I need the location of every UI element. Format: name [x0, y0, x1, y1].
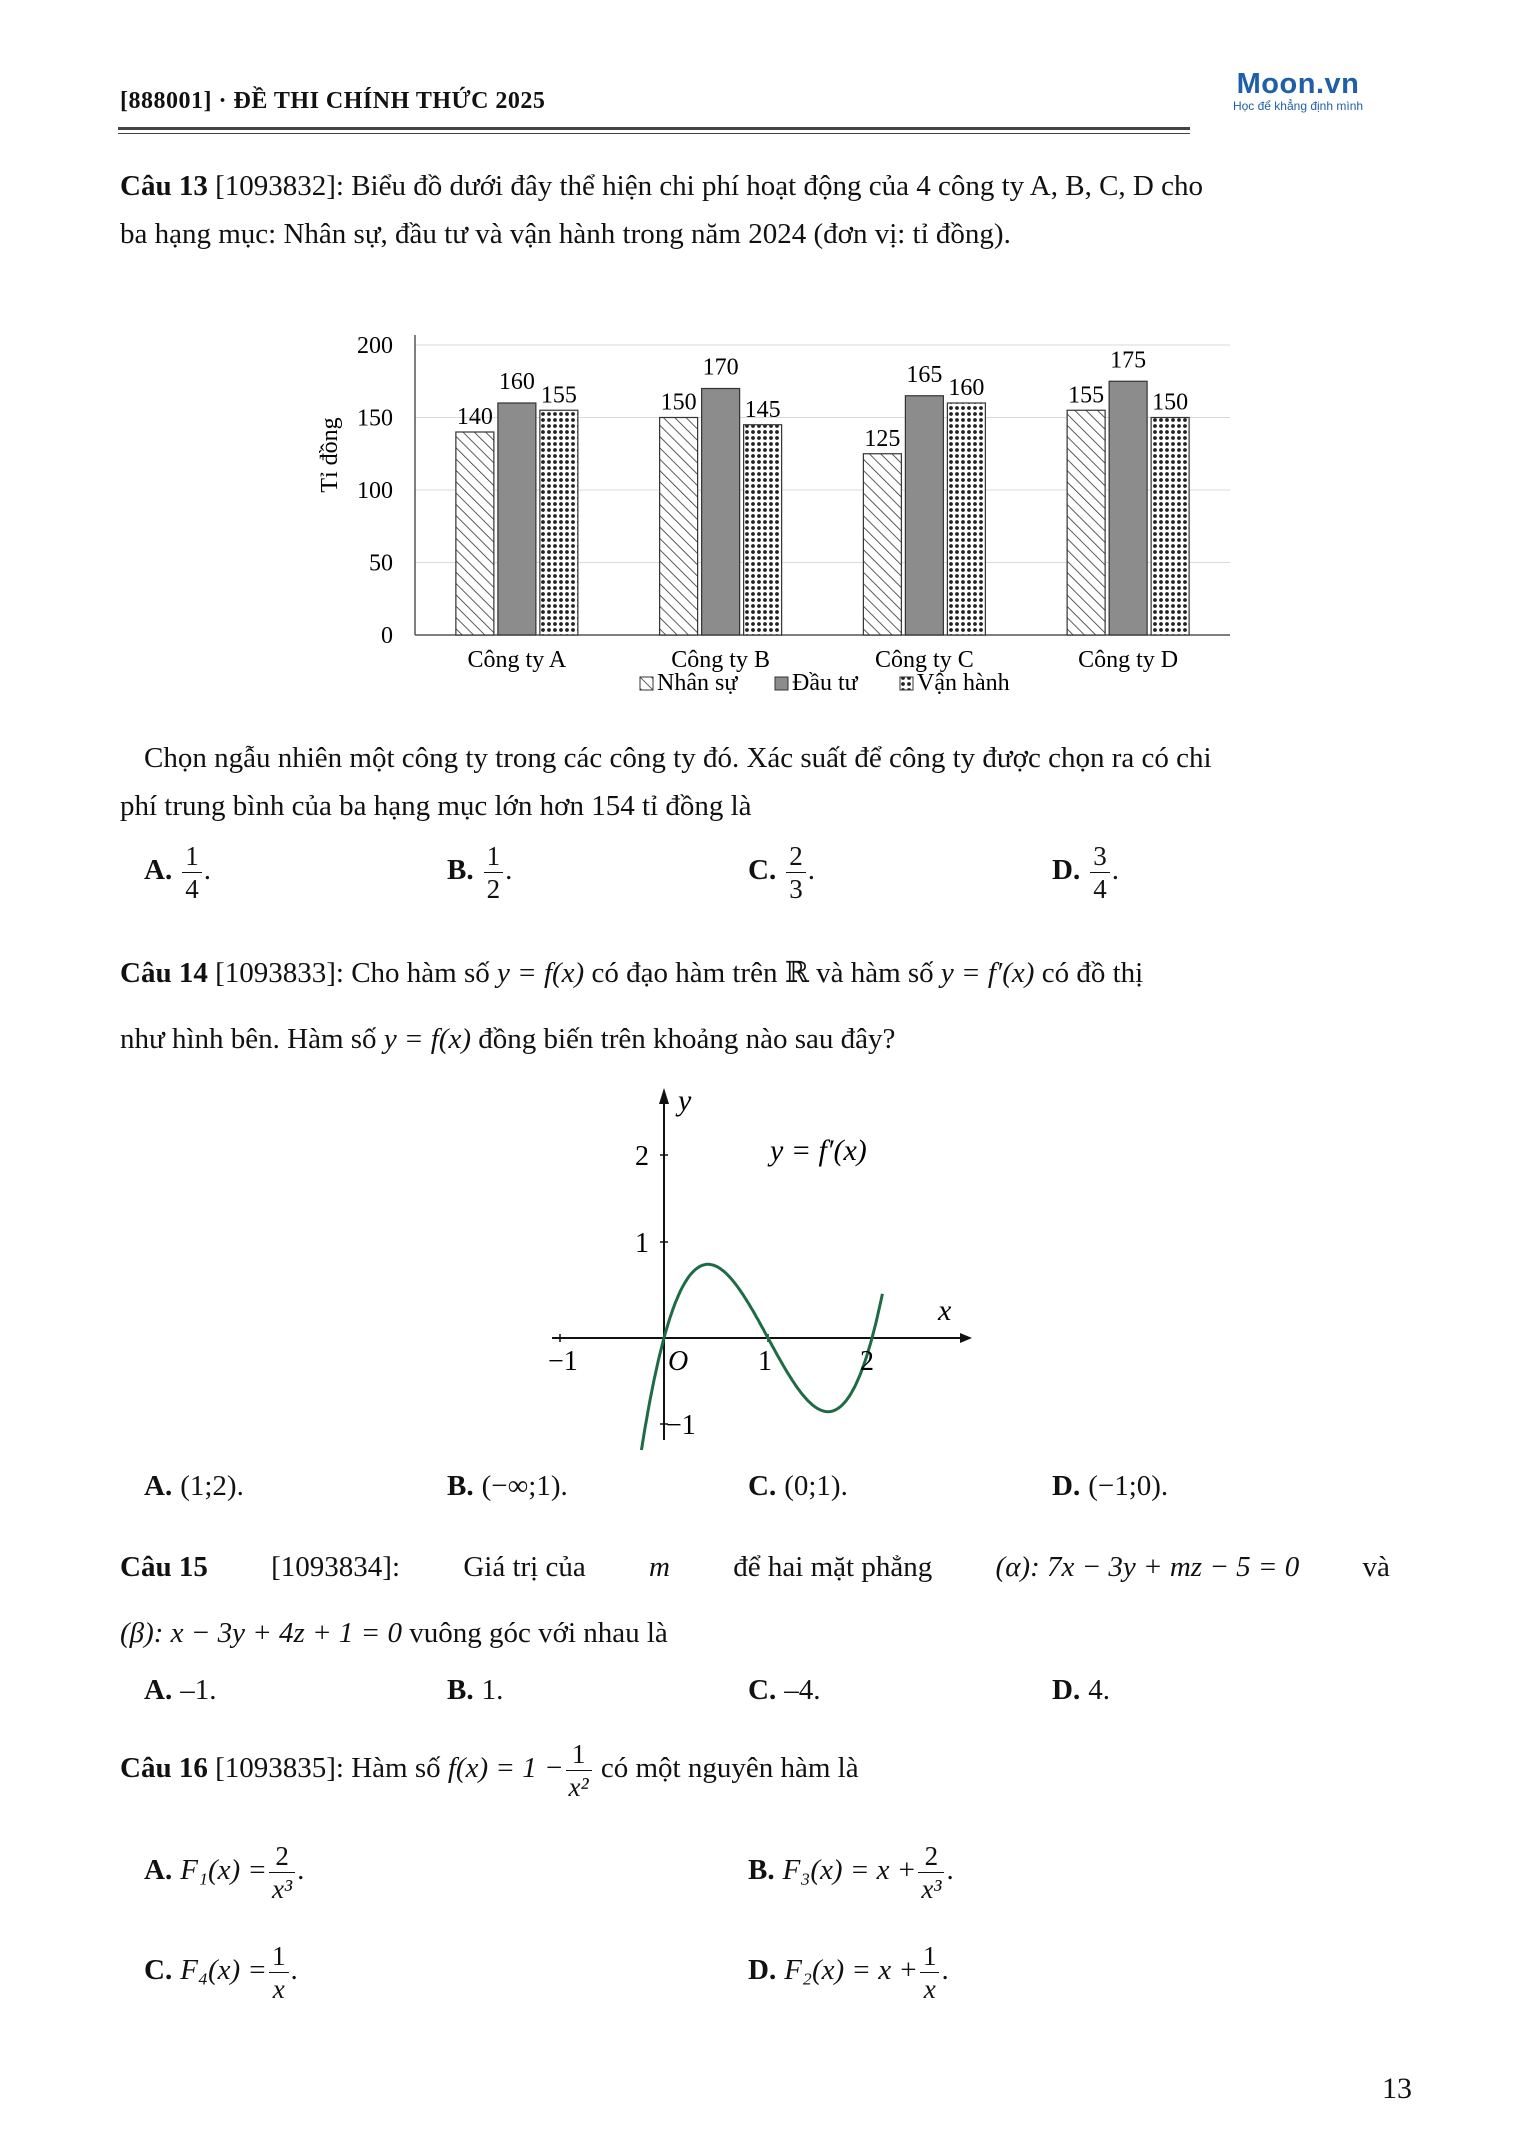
q14-option-d[interactable]	[1052, 1470, 1168, 1503]
option-letter: B.	[447, 854, 474, 887]
option-end: .	[290, 1954, 298, 1987]
bar-value-label: 140	[456, 404, 493, 430]
y-tick-label: 0	[381, 623, 393, 649]
legend-label: Nhân sự	[657, 670, 738, 696]
y-axis-title: Tỉ đồng	[317, 417, 343, 493]
category-label: Công ty B	[671, 647, 770, 673]
q13-label: Câu 13	[120, 170, 208, 202]
q15-plane-alpha: (α): 7x − 3y + mz − 5 = 0	[995, 1551, 1300, 1583]
bar-dots	[1151, 418, 1189, 636]
x-tick-label: 2	[860, 1346, 874, 1377]
bar-gray	[498, 403, 536, 635]
x-tick-label: 1	[758, 1346, 772, 1377]
option-letter: C.	[144, 1954, 173, 1987]
bar-value-label: 160	[948, 375, 985, 401]
q16-option-c[interactable]	[144, 1940, 298, 2005]
q14-text: đồng biến trên khoảng nào sau đây?	[478, 1023, 896, 1055]
y-tick-label: −1	[666, 1410, 696, 1441]
q14-math: y = f(x)	[383, 1023, 471, 1055]
page-number: 13	[1382, 2072, 1412, 2105]
y-tick-label: 50	[369, 550, 393, 577]
y-tick-label: 1	[635, 1228, 649, 1259]
frac-den: 4	[185, 874, 199, 904]
frac-den: x³	[921, 1874, 942, 1904]
option-text: –1.	[180, 1674, 217, 1706]
option-letter: B.	[447, 1674, 474, 1706]
bar-value-label: 145	[744, 396, 781, 423]
q16-option-b[interactable]	[748, 1840, 954, 1905]
option-end: .	[1111, 854, 1119, 887]
option-end: .	[807, 854, 815, 887]
x-axis-label: x	[938, 1294, 952, 1327]
option-letter: D.	[1052, 854, 1081, 887]
option-text: 1.	[481, 1674, 504, 1706]
bar-value-label: 160	[498, 369, 535, 395]
option-letter: B.	[748, 1854, 775, 1887]
q16-text: có một nguyên hàm là	[600, 1752, 859, 1785]
bar-gray	[1109, 381, 1147, 635]
option-letter: C.	[748, 1470, 777, 1502]
q14-option-b[interactable]	[447, 1470, 568, 1503]
option-letter: A.	[144, 1854, 173, 1887]
frac-num: 1	[182, 840, 202, 873]
q15-text: và	[1362, 1551, 1390, 1583]
option-text: (−1;0).	[1088, 1470, 1169, 1502]
legend-swatch	[900, 677, 913, 690]
y-tick-label: 100	[357, 478, 393, 504]
option-letter: C.	[748, 854, 777, 887]
q13-option-d[interactable]	[1052, 840, 1119, 905]
derivative-curve	[617, 1264, 882, 1450]
derivative-graph	[530, 1080, 990, 1450]
q16-label: Câu 16	[120, 1752, 208, 1785]
option-letter: B.	[447, 1470, 474, 1502]
q13-id: [1093832]:	[215, 170, 344, 202]
q16-text: Hàm số	[351, 1752, 441, 1785]
option-letter: D.	[748, 1954, 777, 1987]
category-label: Công ty C	[875, 647, 974, 673]
bar-value-label: 165	[906, 361, 943, 388]
legend-swatch	[640, 677, 653, 690]
header-rule	[118, 127, 1190, 130]
q14-text: và hàm số	[816, 957, 934, 989]
bar-value-label: 155	[1068, 382, 1105, 409]
origin-label: O	[668, 1346, 689, 1377]
option-end: .	[946, 1854, 954, 1887]
bar-value-label: 150	[1152, 389, 1189, 416]
option-letter: A.	[144, 854, 173, 887]
option-end: .	[505, 854, 513, 887]
bar-dots	[540, 410, 578, 635]
q16-math: f(x) = 1 −	[447, 1752, 564, 1785]
logo-tagline: Học để khẳng định mình	[1232, 99, 1364, 113]
option-text: (0;1).	[784, 1470, 848, 1502]
q13-question-1: Chọn ngẫu nhiên một công ty trong các công ty đó. Xác suất để công ty được chọn ra có chi	[144, 742, 1212, 774]
legend-swatch	[775, 677, 788, 690]
option-letter: D.	[1052, 1674, 1081, 1706]
bar-hatch	[1067, 410, 1105, 635]
curve-label: y = f′(x)	[770, 1134, 867, 1167]
q14-math: ℝ	[784, 957, 809, 989]
bar-chart	[300, 315, 1250, 725]
frac-num: 2	[786, 840, 806, 873]
q16-option-d[interactable]	[748, 1940, 949, 2005]
option-lhs: F₁(x) =	[180, 1854, 268, 1887]
frac-num: 1	[484, 840, 504, 873]
option-text: (−∞;1).	[481, 1470, 568, 1502]
frac-den: x²	[568, 1772, 589, 1802]
option-letter: D.	[1052, 1470, 1081, 1502]
q14-text: có đồ thị	[1041, 957, 1144, 989]
bar-gray	[702, 389, 740, 636]
y-axis-label: y	[678, 1084, 692, 1117]
q15-id: [1093834]:	[271, 1551, 401, 1583]
x-tick-label: −1	[548, 1346, 578, 1377]
q15-math: m	[649, 1551, 670, 1583]
y-arrow-icon	[659, 1088, 669, 1104]
legend-label: Đầu tư	[792, 670, 858, 696]
option-letter: C.	[748, 1674, 777, 1706]
option-text: –4.	[784, 1674, 821, 1706]
x-arrow-icon	[960, 1333, 972, 1343]
y-tick-label: 200	[357, 333, 393, 359]
bar-value-label: 150	[660, 389, 697, 416]
q15-label: Câu 15	[120, 1551, 208, 1583]
bar-hatch	[660, 418, 698, 636]
y-tick-label: 2	[635, 1141, 649, 1172]
option-lhs: F₂(x) = x +	[784, 1954, 918, 1987]
q14-text: như hình bên. Hàm số	[120, 1023, 377, 1055]
q15-text: vuông góc với nhau là	[409, 1617, 668, 1649]
q15-option-d[interactable]	[1052, 1674, 1110, 1707]
frac-num: 2	[918, 1840, 944, 1873]
q15-text: để hai mặt phẳng	[733, 1551, 933, 1583]
bar-dots	[947, 403, 985, 635]
q16-option-a[interactable]	[144, 1840, 304, 1905]
option-lhs: F₃(x) = x +	[782, 1854, 917, 1887]
q13-option-b[interactable]	[447, 840, 512, 905]
bar-gray	[905, 396, 943, 635]
q15-option-a[interactable]	[144, 1674, 216, 1707]
q13-option-c[interactable]	[748, 840, 815, 905]
option-end: .	[203, 854, 211, 887]
header-rule-thin	[118, 133, 1190, 134]
frac-den: x	[272, 1974, 285, 2004]
option-text: 4.	[1088, 1674, 1110, 1706]
moon-logo[interactable]	[1208, 68, 1388, 113]
frac-num: 1	[269, 1940, 289, 1973]
frac-den: 3	[789, 874, 803, 904]
q14-option-a[interactable]	[144, 1470, 244, 1503]
q14-text: Cho hàm số	[351, 957, 490, 989]
q15-statement	[120, 1534, 1390, 1666]
q13-question-2: phí trung bình của ba hạng mục lớn hơn 154 tỉ đồng là	[120, 790, 752, 822]
q15-option-c[interactable]	[748, 1674, 820, 1707]
frac-num: 1	[920, 1940, 940, 1973]
q15-option-b[interactable]	[447, 1674, 503, 1707]
category-label: Công ty A	[467, 647, 567, 673]
q13-text-1: Biểu đồ dưới đây thể hiện chi phí hoạt động của 4 công ty A, B, C, D cho	[351, 170, 1203, 202]
y-tick-label: 150	[357, 405, 393, 432]
option-lhs: F₄(x) =	[180, 1954, 268, 1987]
bar-dots	[744, 425, 782, 635]
q16-id: [1093835]:	[215, 1752, 344, 1785]
frac-den: 4	[1093, 874, 1107, 904]
q14-option-c[interactable]	[748, 1470, 848, 1503]
q16-statement	[120, 1738, 1390, 1803]
frac-den: 2	[486, 874, 501, 904]
q14-math: y = f(x)	[497, 957, 585, 989]
q13-text-2: ba hạng mục: Nhân sự, đầu tư và vận hành trong năm 2024 (đơn vị: tỉ đồng).	[120, 218, 1011, 250]
frac-den: x	[923, 1974, 936, 2004]
bar-value-label: 125	[864, 425, 901, 452]
q13-option-a[interactable]	[144, 840, 211, 905]
frac-num: 3	[1090, 840, 1110, 873]
frac-num: 1	[566, 1738, 592, 1771]
bar-value-label: 170	[702, 354, 739, 381]
bar-value-label: 175	[1110, 347, 1147, 374]
q13-statement	[120, 162, 1390, 258]
exam-code: [888001] · ĐỀ THI CHÍNH THỨC 2025	[120, 88, 546, 114]
option-letter: A.	[144, 1470, 173, 1502]
category-label: Công ty D	[1078, 647, 1179, 673]
q15-text: Giá trị của	[463, 1551, 586, 1583]
option-end: .	[941, 1954, 949, 1987]
logo-name: Moon.vn	[1236, 68, 1360, 100]
frac-den: x³	[272, 1874, 293, 1904]
q14-statement	[120, 940, 1390, 1072]
bar-hatch	[456, 432, 494, 635]
q14-text: có đạo hàm trên	[591, 957, 778, 989]
option-text: (1;2).	[180, 1470, 244, 1502]
q15-plane-beta: (β): x − 3y + 4z + 1 = 0	[120, 1617, 402, 1649]
bar-hatch	[863, 454, 901, 635]
q14-id: [1093833]:	[215, 957, 344, 989]
option-letter: A.	[144, 1674, 173, 1706]
option-end: .	[297, 1854, 305, 1887]
q13-question	[120, 734, 1390, 830]
legend-label: Vận hành	[917, 670, 1010, 696]
frac-num: 2	[269, 1840, 295, 1873]
bar-value-label: 155	[540, 382, 577, 409]
q14-label: Câu 14	[120, 957, 208, 989]
q14-math: y = f′(x)	[940, 957, 1035, 989]
